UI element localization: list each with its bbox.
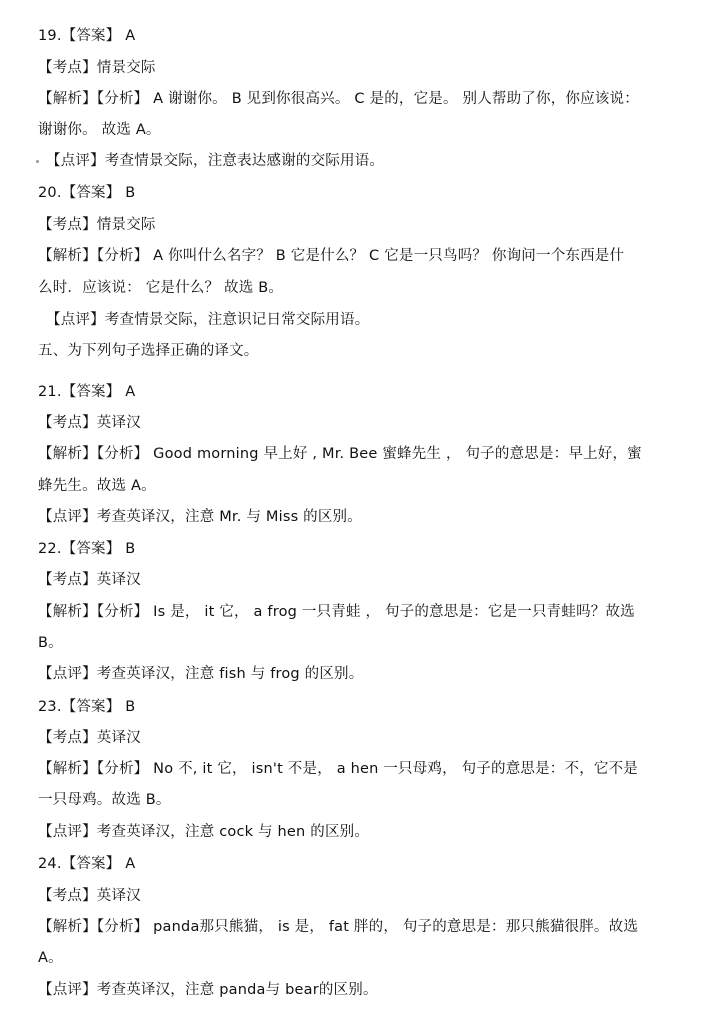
- analysis-20-line1: 【解析】【分析】 A 你叫什么名字？ B 它是什么？ C 它是一只鸟吗？ 你询问一个东西是什: [38, 248, 625, 264]
- answer-21: 21.【答案】 A: [38, 384, 136, 400]
- analysis-23-line2: 一只母鸡。故选 B。: [38, 792, 171, 808]
- analysis-21-line1: 【解析】【分析】 Good morning 早上好 , Mr. Bee 蜜蜂先生 ， 句子的意思是：早上好，蜜: [38, 446, 642, 462]
- answer-23: 23.【答案】 B: [38, 699, 136, 715]
- analysis-21-line2: 蜂先生。故选 A。: [38, 478, 156, 494]
- comment-19: 【点评】考查情景交际，注意表达感谢的交际用语。: [46, 153, 385, 169]
- topic-19: 【考点】情景交际: [38, 60, 156, 76]
- answer-19: 19.【答案】 A: [38, 28, 136, 44]
- section-five-title: 五、为下列句子选择正确的译文。: [38, 343, 259, 359]
- analysis-22-line1: 【解析】【分析】 Is 是， it 它， a frog 一只青蛙 ， 句子的意思是：它是一只青蛙吗？故选: [38, 604, 635, 620]
- comment-23: 【点评】考查英译汉，注意 cock 与 hen 的区别。: [38, 824, 370, 840]
- comment-21: 【点评】考查英译汉，注意 Mr. 与 Miss 的区别。: [38, 509, 362, 525]
- answer-24: 24.【答案】 A: [38, 856, 136, 872]
- comment-24: 【点评】考查英译汉，注意 panda与 bear的区别。: [38, 982, 378, 998]
- analysis-19-line1: 【解析】【分析】 A 谢谢你。 B 见到你很高兴。 C 是的，它是。 别人帮助了你，你应该说：: [38, 91, 639, 107]
- comment-20: 【点评】考查情景交际，注意识记日常交际用语。: [46, 312, 370, 328]
- topic-24: 【考点】英译汉: [38, 888, 141, 904]
- analysis-23-line1: 【解析】【分析】 No 不, it 它， isn't 不是， a hen 一只母鸡， 句子的意思是：不，它不是: [38, 761, 639, 777]
- analysis-24-line2: A。: [38, 950, 63, 966]
- bullet-mark: [36, 160, 39, 163]
- analysis-24-line1: 【解析】【分析】 panda那只熊猫， is 是， fat 胖的， 句子的意思是：那只熊猫很胖。故选: [38, 919, 639, 935]
- topic-20: 【考点】情景交际: [38, 217, 156, 233]
- comment-22: 【点评】考查英译汉，注意 fish 与 frog 的区别。: [38, 666, 364, 682]
- topic-21: 【考点】英译汉: [38, 415, 141, 431]
- answer-22: 22.【答案】 B: [38, 541, 136, 557]
- topic-23: 【考点】英译汉: [38, 730, 141, 746]
- topic-22: 【考点】英译汉: [38, 572, 141, 588]
- analysis-19-line2: 谢谢你。 故选 A。: [38, 122, 161, 138]
- answer-20: 20.【答案】 B: [38, 185, 136, 201]
- analysis-22-line2: B。: [38, 635, 63, 651]
- analysis-20-line2: 么时．应该说： 它是什么？ 故选 B。: [38, 280, 284, 296]
